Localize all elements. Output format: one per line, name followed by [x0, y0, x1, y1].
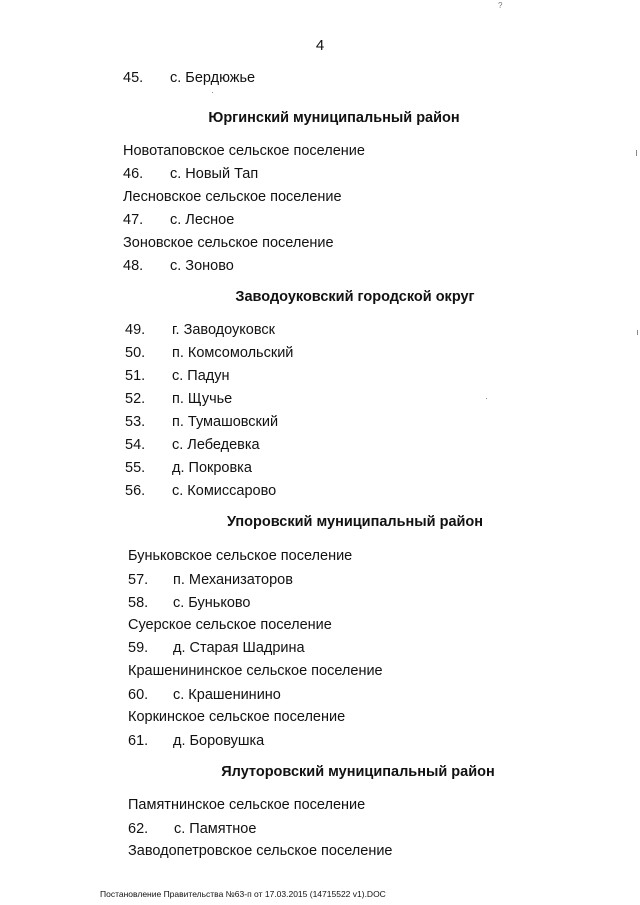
section-heading: Упоровский муниципальный район: [226, 514, 484, 530]
item-name: п. Щучье: [172, 391, 233, 407]
settlement-label: Зоновское сельское поселение: [123, 235, 334, 251]
item-name: с. Памятное: [174, 821, 257, 837]
item-name: с. Лесное: [170, 212, 235, 228]
item-name: с. Лебедевка: [172, 437, 260, 453]
settlement-label: Лесновское сельское поселение: [123, 189, 342, 205]
settlement-label: Суерское сельское поселение: [128, 617, 332, 633]
scan-speck: [486, 398, 487, 399]
settlement-label: Заводопетровское сельское поселение: [128, 843, 393, 859]
item-name: с. Зоново: [170, 258, 234, 274]
item-number: 46.: [123, 166, 144, 182]
item-name: п. Тумашовский: [172, 414, 279, 430]
document-footer: Постановление Правительства №63-п от 17.03.2015 (14715522 v1).DOC: [100, 889, 386, 899]
item-number: 45.: [123, 70, 144, 86]
item-number: 56.: [125, 483, 146, 499]
page-number: 4: [315, 37, 325, 54]
scan-speck: [212, 92, 213, 93]
scan-speck: [636, 150, 637, 156]
settlement-label: Крашенининское сельское поселение: [128, 663, 383, 679]
item-name: с. Комиссарово: [172, 483, 277, 499]
item-number: 57.: [128, 572, 149, 588]
item-name: д. Старая Шадрина: [173, 640, 305, 656]
item-number: 50.: [125, 345, 146, 361]
item-name: п. Механизаторов: [173, 572, 293, 588]
settlement-label: Буньковское сельское поселение: [128, 548, 353, 564]
item-name: д. Боровушка: [173, 733, 265, 749]
corner-mark: ?: [498, 1, 503, 10]
item-number: 60.: [128, 687, 149, 703]
item-number: 61.: [128, 733, 149, 749]
item-number: 58.: [128, 595, 149, 611]
scan-speck: [637, 330, 638, 335]
settlement-label: Памятнинское сельское поселение: [128, 797, 366, 813]
item-number: 53.: [125, 414, 146, 430]
section-heading: Ялуторовский муниципальный район: [221, 764, 495, 780]
item-name: д. Покровка: [172, 460, 252, 476]
item-number: 62.: [128, 821, 149, 837]
section-heading: Юргинский муниципальный район: [208, 110, 460, 126]
item-name: с. Новый Тап: [170, 166, 259, 182]
item-number: 49.: [125, 322, 146, 338]
item-number: 54.: [125, 437, 146, 453]
item-number: 51.: [125, 368, 146, 384]
item-number: 55.: [125, 460, 146, 476]
item-name: г. Заводоуковск: [172, 322, 276, 338]
item-name: с. Падун: [172, 368, 230, 384]
section-heading: Заводоуковский городской округ: [235, 289, 475, 305]
item-name: с. Бердюжье: [170, 70, 256, 86]
item-number: 59.: [128, 640, 149, 656]
item-number: 47.: [123, 212, 144, 228]
item-name: с. Крашенинино: [173, 687, 281, 703]
item-name: п. Комсомольский: [172, 345, 294, 361]
settlement-label: Новотаповское сельское поселение: [123, 143, 365, 159]
item-name: с. Буньково: [173, 595, 251, 611]
item-number: 48.: [123, 258, 144, 274]
settlement-label: Коркинское сельское поселение: [128, 709, 346, 725]
item-number: 52.: [125, 391, 146, 407]
